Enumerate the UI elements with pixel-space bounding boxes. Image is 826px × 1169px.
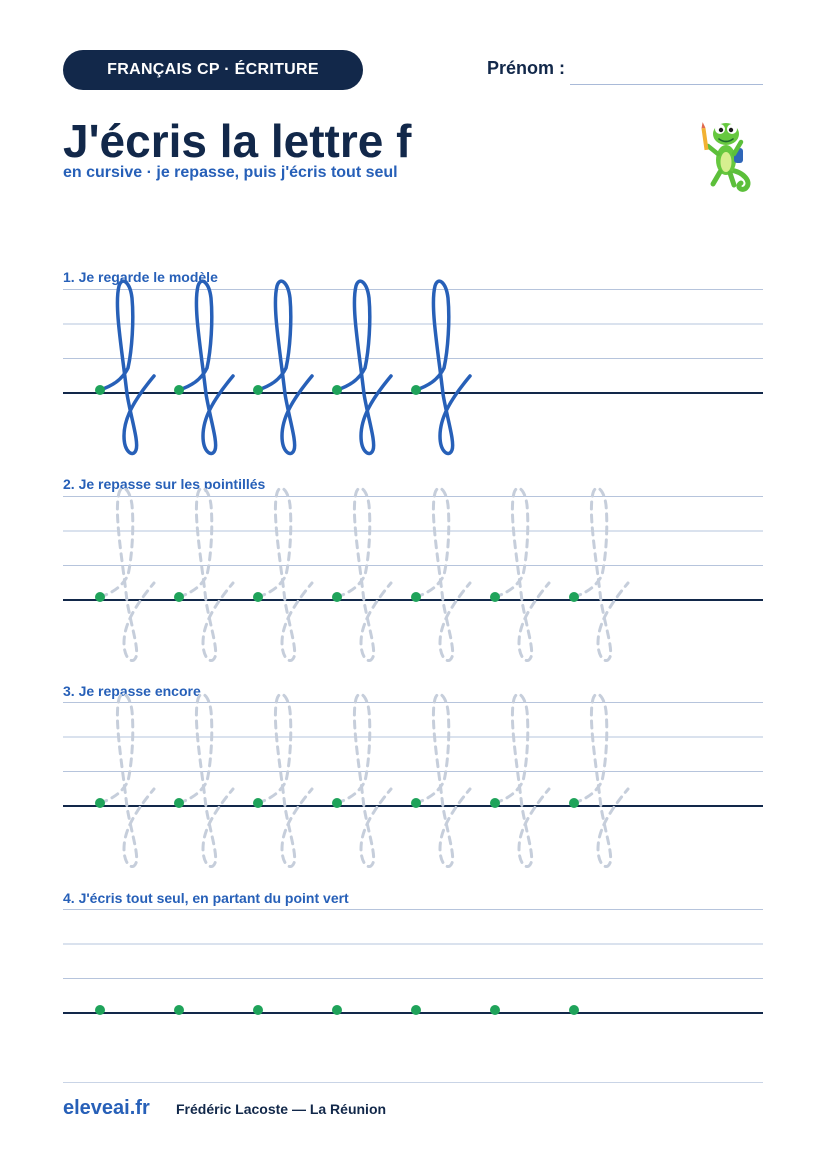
page-subtitle: en cursive · je repasse, puis j'écris tout seul bbox=[63, 164, 398, 181]
start-dot bbox=[411, 1005, 421, 1015]
trace-letter-f[interactable] bbox=[100, 694, 154, 866]
section-4-label: 4. J'écris tout seul, en partant du point vert bbox=[63, 890, 349, 906]
start-dot bbox=[569, 1005, 579, 1015]
model-letter-f bbox=[337, 281, 391, 453]
trace-letter-f[interactable] bbox=[258, 488, 312, 660]
start-dot bbox=[174, 592, 184, 602]
start-dot bbox=[332, 1005, 342, 1015]
start-dot bbox=[332, 592, 342, 602]
start-dot bbox=[332, 798, 342, 808]
footer-divider bbox=[63, 1082, 763, 1083]
start-dot bbox=[95, 1005, 105, 1015]
trace-letter-f[interactable] bbox=[495, 488, 549, 660]
section-2-label: 2. Je repasse sur les pointillés bbox=[63, 476, 266, 492]
model-letter-f bbox=[258, 281, 312, 453]
start-dot bbox=[569, 592, 579, 602]
start-dot bbox=[95, 592, 105, 602]
start-dot bbox=[174, 385, 184, 395]
subject-badge: FRANÇAIS CP · ÉCRITURE bbox=[63, 50, 363, 90]
start-dot bbox=[332, 385, 342, 395]
trace-letter-f[interactable] bbox=[416, 694, 470, 866]
start-dot bbox=[95, 385, 105, 395]
page-title: J'écris la lettre f bbox=[63, 115, 412, 167]
trace-letter-f[interactable] bbox=[258, 694, 312, 866]
trace-letter-f[interactable] bbox=[574, 694, 628, 866]
trace-letter-f[interactable] bbox=[416, 488, 470, 660]
start-dot bbox=[253, 798, 263, 808]
trace-letter-f[interactable] bbox=[337, 488, 391, 660]
footer-author: Frédéric Lacoste — La Réunion bbox=[176, 1101, 387, 1117]
start-dot bbox=[174, 798, 184, 808]
start-dot bbox=[253, 1005, 263, 1015]
trace-letter-f[interactable] bbox=[179, 488, 233, 660]
trace-letter-f[interactable] bbox=[495, 694, 549, 866]
footer-brand[interactable]: eleveai.fr bbox=[63, 1097, 150, 1119]
section-1-label: 1. Je regarde le modèle bbox=[63, 269, 218, 285]
model-letter-f bbox=[416, 281, 470, 453]
name-label: Prénom : bbox=[487, 58, 566, 78]
trace-letter-f[interactable] bbox=[574, 488, 628, 660]
start-dot bbox=[490, 798, 500, 808]
start-dot bbox=[95, 798, 105, 808]
start-dot bbox=[411, 592, 421, 602]
start-dot bbox=[411, 798, 421, 808]
start-dot bbox=[174, 1005, 184, 1015]
start-dot bbox=[253, 592, 263, 602]
trace-letter-f[interactable] bbox=[179, 694, 233, 866]
section-3-label: 3. Je repasse encore bbox=[63, 683, 201, 699]
start-dot bbox=[490, 592, 500, 602]
model-letter-f bbox=[100, 281, 154, 453]
model-letter-f bbox=[179, 281, 233, 453]
trace-letter-f[interactable] bbox=[337, 694, 391, 866]
trace-letter-f[interactable] bbox=[100, 488, 154, 660]
start-dot bbox=[569, 798, 579, 808]
start-dot bbox=[411, 385, 421, 395]
start-dot bbox=[490, 1005, 500, 1015]
start-dot bbox=[253, 385, 263, 395]
